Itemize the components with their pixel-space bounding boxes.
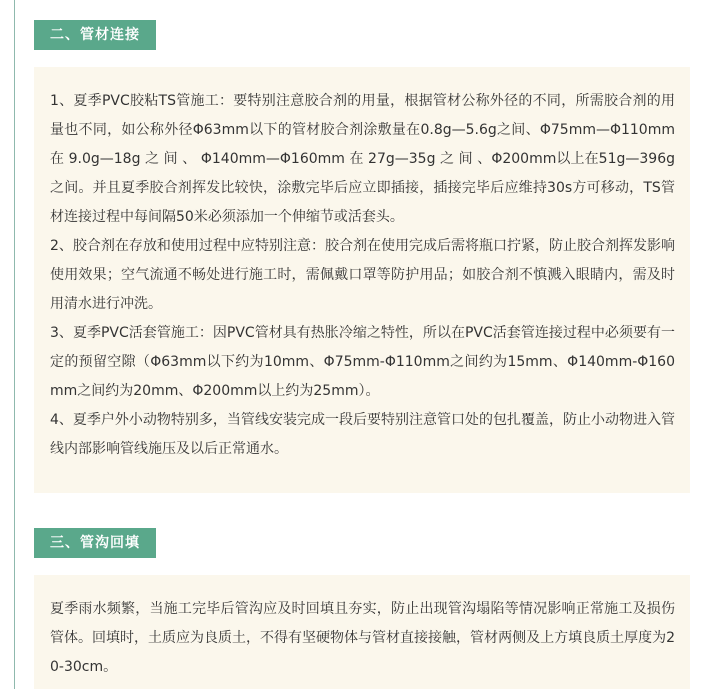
paragraph-small-animals: 4、夏季户外小动物特别多，当管线安装完成一段后要特别注意管口处的包扎覆盖，防止小动物进入管线内部影响管线施压及以后正常通水。 xyxy=(50,412,675,457)
paragraph-summer-pvc-glue: 1、夏季PVC胶粘TS管施工：要特别注意胶合剂的用量，根据管材公称外径的不同，所需胶合剂的用量也不同，如公称外径Φ63mm以下的管材胶合剂涂敷量在0.8g—5.6g之间、Φ75mm—Φ110mm 在 9.0g—18g 之 间 、 Φ140mm—Φ160mm 在 27g—35g 之 间 、Φ200mm以上在51g—396g之间。并且夏季胶合剂挥发比较快，涂敷完毕后应立即插接，插接完毕后应维持30s方可移动，TS管材连接过程中每间隔50米必须添加一个伸缩节或活套头。 xyxy=(50,93,675,225)
section-heading-trench-backfill: 三、管沟回填 xyxy=(34,528,156,558)
paragraph-adhesive-storage: 2、胶合剂在存放和使用过程中应特别注意：胶合剂在使用完成后需将瓶口拧紧，防止胶合剂挥发影响使用效果；空气流通不畅处进行施工时，需佩戴口罩等防护用品；如胶合剂不慎溅入眼睛内，需及时用清水进行冲洗。 xyxy=(50,238,675,312)
paragraph-backfill: 夏季雨水频繁，当施工完毕后管沟应及时回填且夯实，防止出现管沟塌陷等情况影响正常施工及损伤管体。回填时，土质应为良质土，不得有坚硬物体与管材直接接触，管材两侧及上方填良质土厚度为20-30cm。 xyxy=(50,601,675,675)
section-body-pipe-connection xyxy=(34,67,690,493)
section-body-trench-backfill xyxy=(34,575,690,689)
left-border-line xyxy=(14,0,15,689)
section-heading-pipe-connection: 二、管材连接 xyxy=(34,20,156,50)
paragraph-pvc-sleeve-pipe: 3、夏季PVC活套管施工：因PVC管材具有热胀冷缩之特性，所以在PVC活套管连接过程中必须要有一定的预留空隙（Φ63mm以下约为10mm、Φ75mm-Φ110mm之间约为15mm、Φ140mm-Φ160mm之间约为20mm、Φ200mm以上约为25mm）。 xyxy=(50,325,675,399)
